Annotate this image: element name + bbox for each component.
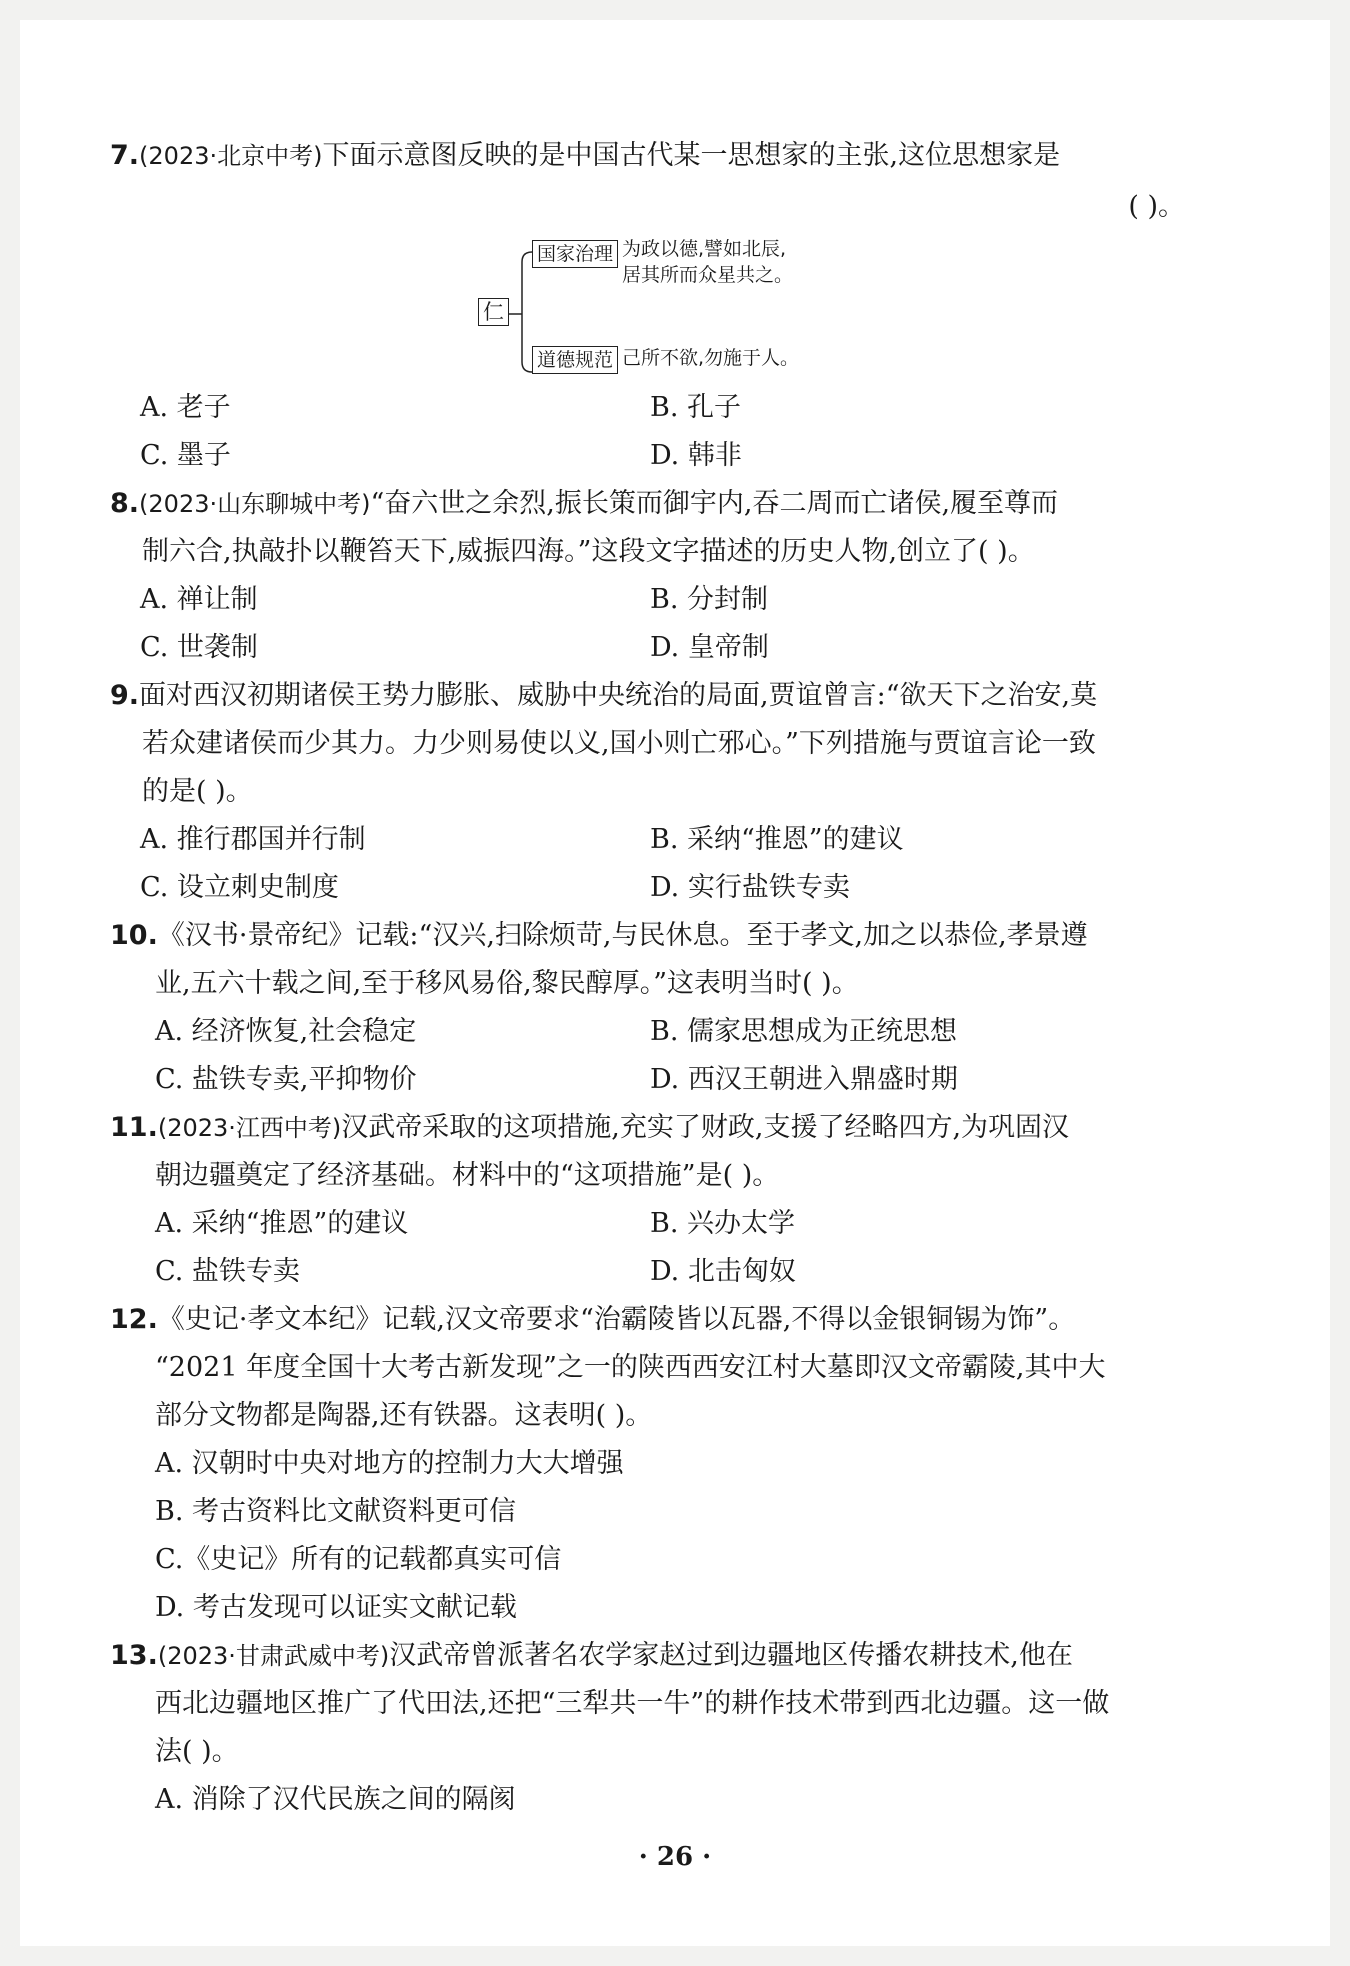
question-7 xyxy=(110,132,1170,180)
question-stem-line: 制六合,执敲扑以鞭笞天下,威振四海。”这段文字描述的历史人物,创立了( )。 xyxy=(142,536,1035,567)
question-13 xyxy=(110,1632,1170,1776)
question-7-options xyxy=(140,384,1170,480)
option-c[interactable]: C. 盐铁专卖 xyxy=(155,1256,300,1287)
question-source: (2023·甘肃武威中考) xyxy=(157,1642,390,1670)
question-stem-line: 若众建诸侯而少其力。力少则易使以义,国小则亡邪心。”下列措施与贾谊言论一致 xyxy=(142,728,1096,759)
question-number: 12. xyxy=(110,1304,158,1335)
option-c[interactable]: C. 设立刺史制度 xyxy=(140,872,339,903)
question-11-options xyxy=(155,1200,1185,1296)
option-d[interactable]: D. 皇帝制 xyxy=(650,632,769,663)
question-source: (2023·江西中考) xyxy=(157,1114,342,1142)
question-stem-line: 汉武帝采取的这项措施,充实了财政,支援了经略四方,为巩固汉 xyxy=(341,1112,1070,1143)
question-stem-line: “奋六世之余烈,振长策而御宇内,吞二周而亡诸侯,履至尊而 xyxy=(370,488,1059,519)
question-stem-line: 汉武帝曾派著名农学家赵过到边疆地区传播农耕技术,他在 xyxy=(389,1640,1073,1671)
question-stem-line: 西北边疆地区推广了代田法,还把“三犁共一牛”的耕作技术带到西北边疆。这一做 xyxy=(155,1688,1110,1719)
question-number: 7. xyxy=(110,140,140,171)
question-source: (2023·山东聊城中考) xyxy=(139,490,371,518)
question-number: 8. xyxy=(110,488,140,519)
option-b[interactable]: B. 儒家思想成为正统思想 xyxy=(650,1016,958,1047)
option-b[interactable]: B. 采纳“推恩”的建议 xyxy=(650,824,904,855)
question-9 xyxy=(110,672,1170,816)
question-13-options xyxy=(155,1776,1185,1824)
question-stem-line: 朝边疆奠定了经济基础。材料中的“这项措施”是( )。 xyxy=(155,1160,780,1191)
box-moral-norms: 道德规范 xyxy=(532,346,618,374)
option-d[interactable]: D. 西汉王朝进入鼎盛时期 xyxy=(650,1064,958,1095)
question-10-options xyxy=(155,1008,1185,1104)
question-stem-line: 业,五六十载之间,至于移风易俗,黎民醇厚。”这表明当时( )。 xyxy=(155,968,859,999)
question-stem-line: 法( )。 xyxy=(155,1736,239,1767)
option-d[interactable]: D. 考古发现可以证实文献记载 xyxy=(155,1592,517,1623)
question-11 xyxy=(110,1104,1170,1200)
question-stem-line: 《汉书·景帝纪》记载:“汉兴,扫除烦苛,与民休息。至于孝文,加之以恭俭,孝景遵 xyxy=(157,920,1088,951)
option-a[interactable]: A. 经济恢复,社会稳定 xyxy=(155,1016,417,1047)
option-c[interactable]: C. 世袭制 xyxy=(140,632,258,663)
question-10 xyxy=(110,912,1170,1008)
question-8 xyxy=(110,480,1170,576)
question-12 xyxy=(110,1296,1170,1440)
option-a[interactable]: A. 老子 xyxy=(140,392,231,423)
question-stem-line: 的是( )。 xyxy=(142,776,253,807)
question-number: 11. xyxy=(110,1112,158,1143)
question-number: 10. xyxy=(110,920,158,951)
question-stem-line: “2021 年度全国十大考古新发现”之一的陕西西安江村大墓即汉文帝霸陵,其中大 xyxy=(155,1352,1106,1383)
center-box-ren: 仁 xyxy=(478,298,509,326)
option-a[interactable]: A. 采纳“推恩”的建议 xyxy=(155,1208,409,1239)
quote-governance-1: 为政以德,譬如北辰, xyxy=(622,238,787,260)
question-number: 13. xyxy=(110,1640,158,1671)
thought-diagram xyxy=(472,232,932,382)
question-stem-line: 部分文物都是陶器,还有铁器。这表明( )。 xyxy=(155,1400,653,1431)
option-b[interactable]: B. 孔子 xyxy=(650,392,742,423)
option-d[interactable]: D. 北击匈奴 xyxy=(650,1256,796,1287)
question-stem-line: 《史记·孝文本纪》记载,汉文帝要求“治霸陵皆以瓦器,不得以金银铜锡为饰”。 xyxy=(157,1304,1076,1335)
box-state-governance: 国家治理 xyxy=(532,240,618,268)
question-source: (2023·北京中考) xyxy=(139,142,323,170)
option-c[interactable]: C. 盐铁专卖,平抑物价 xyxy=(155,1064,417,1095)
quote-governance-2: 居其所而众星共之。 xyxy=(622,264,794,286)
option-d[interactable]: D. 韩非 xyxy=(650,440,742,471)
option-a[interactable]: A. 禅让制 xyxy=(140,584,258,615)
option-a[interactable]: A. 推行郡国并行制 xyxy=(140,824,366,855)
option-a[interactable]: A. 汉朝时中央对地方的控制力大大增强 xyxy=(155,1448,624,1479)
question-number: 9. xyxy=(110,680,140,711)
question-8-options xyxy=(140,576,1170,672)
option-b[interactable]: B. 分封制 xyxy=(650,584,769,615)
question-stem: 下面示意图反映的是中国古代某一思想家的主张,这位思想家是 xyxy=(322,140,1061,171)
answer-paren: ( )。 xyxy=(1128,191,1185,222)
quote-moral: 己所不欲,勿施于人。 xyxy=(622,347,800,369)
option-d[interactable]: D. 实行盐铁专卖 xyxy=(650,872,850,903)
page-number: · 26 · xyxy=(638,1842,712,1872)
question-9-options xyxy=(140,816,1170,912)
question-12-options xyxy=(155,1440,1185,1632)
option-b[interactable]: B. 兴办太学 xyxy=(650,1208,796,1239)
question-stem-line: 面对西汉初期诸侯王势力膨胀、威胁中央统治的局面,贾谊曾言:“欲天下之治安,莫 xyxy=(139,680,1098,711)
option-c[interactable]: C. 墨子 xyxy=(140,440,231,471)
option-c[interactable]: C.《史记》所有的记载都真实可信 xyxy=(155,1544,562,1575)
option-b[interactable]: B. 考古资料比文献资料更可信 xyxy=(155,1496,517,1527)
option-a[interactable]: A. 消除了汉代民族之间的隔阂 xyxy=(155,1784,516,1815)
